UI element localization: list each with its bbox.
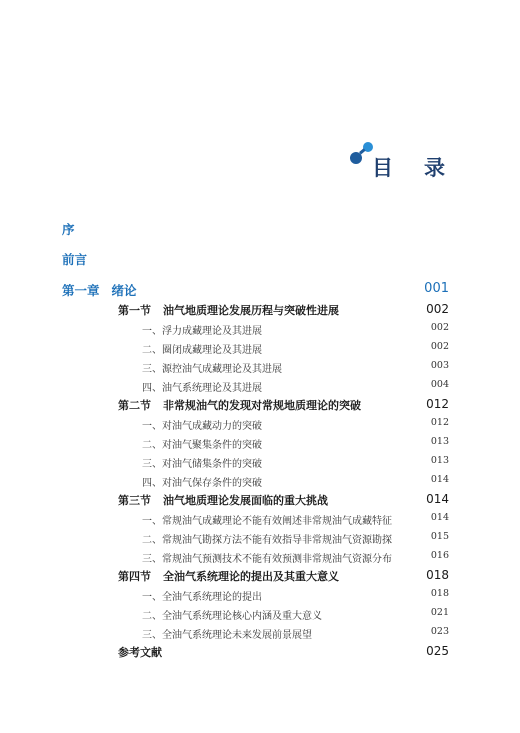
section-label xyxy=(118,302,339,318)
item-page: 018 xyxy=(430,588,449,599)
section-title: 全油气系统理论的提出及其重大意义 xyxy=(163,570,339,583)
toc-foreword-row[interactable] xyxy=(0,250,520,268)
item-page: 002 xyxy=(430,322,449,333)
toc-item-row[interactable] xyxy=(0,474,520,492)
section-number: 第三节 xyxy=(118,494,151,507)
section-page: 012 xyxy=(426,397,449,411)
item-label: 四、对油气保存条件的突破 xyxy=(142,478,262,489)
toc-section-row[interactable] xyxy=(0,397,520,415)
item-label: 二、对油气聚集条件的突破 xyxy=(142,440,262,451)
toc-section-row[interactable] xyxy=(0,568,520,586)
section-title: 非常规油气的发现对常规地质理论的突破 xyxy=(163,399,361,412)
toc-item-row[interactable] xyxy=(0,588,520,606)
toc-chapter-row[interactable] xyxy=(0,281,520,299)
toc-preface-label: 序 xyxy=(62,222,75,237)
chapter-number: 第一章 xyxy=(62,283,100,298)
section-number: 第一节 xyxy=(118,304,151,317)
title-char-1: 目 xyxy=(372,155,394,180)
section-label xyxy=(118,397,361,413)
section-title: 油气地质理论发展历程与突破性进展 xyxy=(163,304,339,317)
toc-item-row[interactable] xyxy=(0,626,520,644)
section-page: 018 xyxy=(426,568,449,582)
item-page: 021 xyxy=(430,607,449,618)
item-page: 003 xyxy=(430,360,449,371)
item-label: 三、源控油气成藏理论及其进展 xyxy=(142,364,282,375)
chapter-title: 绪论 xyxy=(111,283,137,298)
toc-item-row[interactable] xyxy=(0,550,520,568)
toc-chapter-label xyxy=(62,281,137,299)
toc-section-row[interactable] xyxy=(0,492,520,510)
item-label: 四、油气系统理论及其进展 xyxy=(142,383,262,394)
item-page: 014 xyxy=(430,474,449,485)
item-label: 三、全油气系统理论未来发展前景展望 xyxy=(142,630,312,641)
toc-item-row[interactable] xyxy=(0,455,520,473)
section-page: 014 xyxy=(426,492,449,506)
section-label xyxy=(118,568,339,584)
item-label: 三、常规油气预测技术不能有效预测非常规油气资源分布 xyxy=(142,554,392,565)
chapter-page: 001 xyxy=(424,281,449,296)
item-label: 二、圈闭成藏理论及其进展 xyxy=(142,345,262,356)
item-page: 002 xyxy=(430,341,449,352)
toc-item-row[interactable] xyxy=(0,360,520,378)
item-page: 016 xyxy=(430,550,449,561)
toc-item-row[interactable] xyxy=(0,531,520,549)
item-label: 三、对油气储集条件的突破 xyxy=(142,459,262,470)
toc-preface-row[interactable] xyxy=(0,220,520,238)
toc-item-row[interactable] xyxy=(0,341,520,359)
toc-section-row[interactable] xyxy=(0,302,520,320)
section-number: 第二节 xyxy=(118,399,151,412)
toc-item-row[interactable] xyxy=(0,322,520,340)
item-label: 一、对油气成藏动力的突破 xyxy=(142,421,262,432)
section-label xyxy=(118,492,328,508)
references-label: 参考文献 xyxy=(118,646,162,659)
toc-references-row[interactable] xyxy=(0,644,520,662)
item-page: 015 xyxy=(430,531,449,542)
section-number: 第四节 xyxy=(118,570,151,583)
item-page: 012 xyxy=(430,417,449,428)
page-title xyxy=(372,152,446,182)
title-char-2: 录 xyxy=(424,155,446,180)
item-page: 023 xyxy=(430,626,449,637)
item-label: 一、全油气系统理论的提出 xyxy=(142,592,262,603)
section-page: 002 xyxy=(426,302,449,316)
item-label: 二、常规油气勘探方法不能有效指导非常规油气资源勘探 xyxy=(142,535,392,546)
item-page: 013 xyxy=(430,455,449,466)
toc-foreword-label: 前言 xyxy=(62,252,88,267)
toc-item-row[interactable] xyxy=(0,512,520,530)
toc-item-row[interactable] xyxy=(0,607,520,625)
item-label: 二、全油气系统理论核心内涵及重大意义 xyxy=(142,611,322,622)
item-label: 一、浮力成藏理论及其进展 xyxy=(142,326,262,337)
toc-item-row[interactable] xyxy=(0,436,520,454)
section-title: 油气地质理论发展面临的重大挑战 xyxy=(163,494,328,507)
item-page: 013 xyxy=(430,436,449,447)
toc-item-row[interactable] xyxy=(0,379,520,397)
references-page: 025 xyxy=(426,644,449,658)
item-label: 一、常规油气成藏理论不能有效阐述非常规油气成藏特征 xyxy=(142,516,392,527)
item-page: 014 xyxy=(430,512,449,523)
item-page: 004 xyxy=(430,379,449,390)
toc-item-row[interactable] xyxy=(0,417,520,435)
